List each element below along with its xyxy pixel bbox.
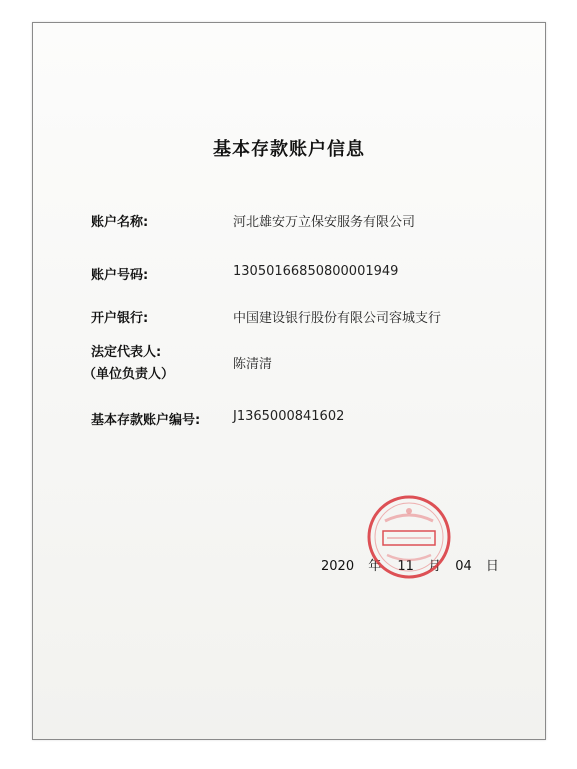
date-year-unit: 年 — [368, 559, 382, 574]
issue-date — [321, 555, 499, 574]
field-label: 账户号码: — [91, 268, 149, 283]
document-title: 基本存款账户信息 — [213, 139, 365, 160]
field-value: 中国建设银行股份有限公司容城支行 — [233, 311, 442, 326]
date-month: 11 — [397, 559, 414, 574]
field-label: 法定代表人: — [91, 345, 162, 360]
field-value: 河北雄安万立保安服务有限公司 — [233, 215, 416, 230]
document-page — [32, 22, 546, 740]
field-value: 陈清清 — [233, 357, 273, 372]
field-value: J1365000841602 — [233, 409, 345, 424]
date-year: 2020 — [321, 559, 355, 574]
field-label: 开户银行: — [91, 311, 149, 326]
field-label: 账户名称: — [91, 215, 149, 230]
field-value: 13050166850800001949 — [233, 264, 399, 279]
date-day: 04 — [455, 559, 472, 574]
field-label: 基本存款账户编号: — [91, 413, 201, 428]
date-day-unit: 日 — [485, 559, 499, 574]
field-label-secondary: （单位负责人） — [83, 367, 175, 382]
date-month-unit: 月 — [428, 559, 442, 574]
